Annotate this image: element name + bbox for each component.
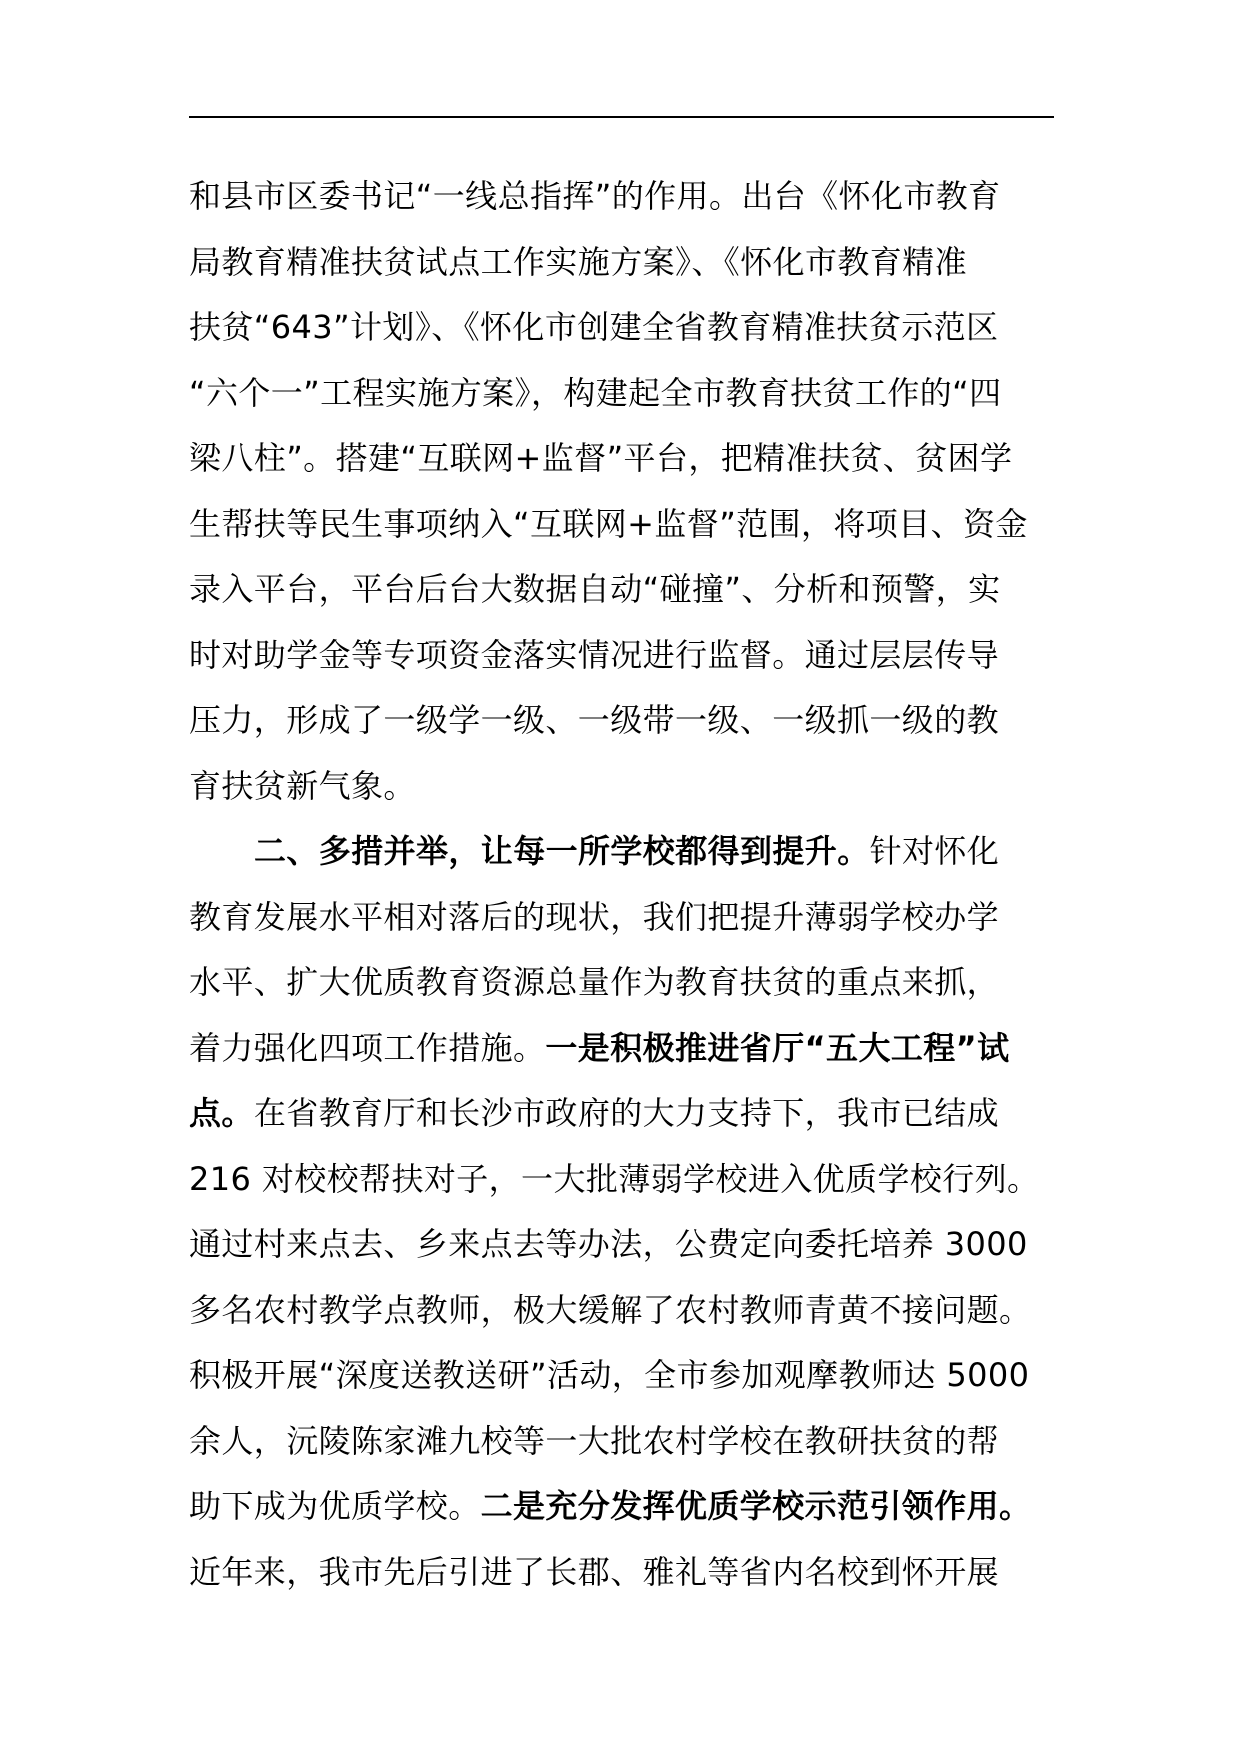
- text-line: [189, 1409, 1055, 1475]
- text-line: [189, 623, 1055, 689]
- text-line: [189, 295, 1055, 361]
- text-line: [189, 1212, 1055, 1278]
- bold-run: 一是积极推进省厅“五大工程”试: [545, 1028, 1010, 1067]
- text-run: 积极开展“深度送教送研”活动，全市参加观摩教师达 5000: [189, 1356, 1030, 1394]
- header-rule: [189, 116, 1054, 118]
- text-line: [189, 1081, 1055, 1147]
- text-run: 局教育精准扶贫试点工作实施方案》、《怀化市教育精准: [189, 242, 968, 281]
- text-run: 余人，沅陵陈家滩九校等一大批农村学校在教研扶贫的帮: [189, 1421, 1000, 1460]
- body-text: [189, 164, 1055, 1605]
- text-line: [189, 1343, 1055, 1409]
- text-run: 216 对校校帮扶对子，一大批薄弱学校进入优质学校行列。: [189, 1159, 1040, 1198]
- text-run: “六个一”工程实施方案》，构建起全市教育扶贫工作的“四: [189, 373, 1002, 412]
- text-line: [189, 492, 1055, 558]
- text-run: 和县市区委书记“一线总指挥”的作用。出台《怀化市教育: [189, 177, 1001, 215]
- text-line: [189, 230, 1055, 296]
- text-run: 生帮扶等民生事项纳入“互联网+监督”范围，将项目、资金: [189, 504, 1028, 543]
- text-run: 时对助学金等专项资金落实情况进行监督。通过层层传导: [189, 635, 1000, 674]
- text-line: [189, 688, 1055, 754]
- text-line: [189, 1278, 1055, 1344]
- section-heading: 二、多措并举，让每一所学校都得到提升。: [254, 832, 870, 870]
- text-line: [189, 754, 1055, 820]
- text-run: 近年来，我市先后引进了长郡、雅礼等省内名校到怀开展: [189, 1552, 1000, 1591]
- text-run: 扶贫“643”计划》、《怀化市创建全省教育精准扶贫示范区: [189, 308, 999, 346]
- text-line: [189, 164, 1055, 230]
- bold-run: 点。: [189, 1094, 254, 1132]
- text-run: 育扶贫新气象。: [189, 766, 416, 805]
- text-line: [189, 361, 1055, 427]
- text-line: [189, 885, 1055, 951]
- text-run: 助下成为优质学校。: [189, 1487, 481, 1525]
- text-run: 水平、扩大优质教育资源总量作为教育扶贫的重点来抓，: [189, 963, 1000, 1001]
- bold-run: 二是充分发挥优质学校示范引领作用。: [480, 1487, 1032, 1525]
- section-heading-line: [189, 819, 1055, 885]
- text-line: [189, 1540, 1055, 1606]
- text-run: 通过村来点去、乡来点去等办法，公费定向委托培养 3000: [189, 1225, 1028, 1263]
- text-run: 在省教育厅和长沙市政府的大力支持下，我市已结成: [253, 1094, 1000, 1132]
- text-run: 多名农村教学点教师，极大缓解了农村教师青黄不接问题。: [189, 1290, 1032, 1329]
- text-run: 录入平台，平台后台大数据自动“碰撞”、分析和预警，实: [189, 570, 1001, 608]
- text-line: [189, 426, 1055, 492]
- text-line: [189, 1016, 1055, 1082]
- text-line: [189, 1147, 1055, 1213]
- text-line: [189, 1474, 1055, 1540]
- text-run: 针对怀化: [869, 832, 1000, 870]
- text-line: [189, 950, 1055, 1016]
- text-run: 着力强化四项工作措施。: [189, 1028, 546, 1067]
- text-line: [189, 557, 1055, 623]
- text-run: 教育发展水平相对落后的现状，我们把提升薄弱学校办学: [189, 897, 1000, 936]
- text-run: 压力，形成了一级学一级、一级带一级、一级抓一级的教: [189, 701, 1000, 739]
- text-run: 梁八柱”。搭建“互联网+监督”平台，把精准扶贫、贫困学: [189, 439, 1013, 477]
